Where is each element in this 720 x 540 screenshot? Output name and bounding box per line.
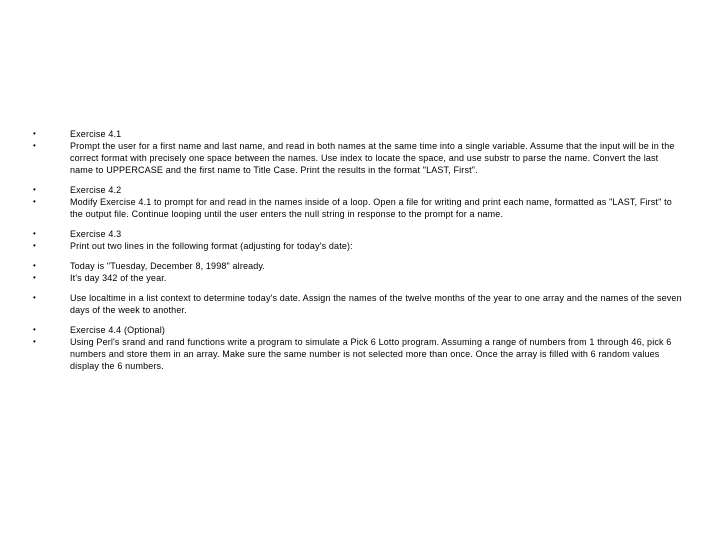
bullet-icon: •: [33, 337, 36, 346]
list-item: [33, 228, 683, 240]
bullet-icon: •: [33, 141, 36, 150]
exercise-title: Exercise 4.1: [70, 129, 122, 139]
bullet-icon: •: [33, 273, 36, 282]
list-item: [33, 128, 683, 140]
sample-output-line: It's day 342 of the year.: [70, 273, 167, 283]
localtime-hint-group: [33, 292, 683, 316]
bullet-icon: •: [33, 229, 36, 238]
list-item: [33, 324, 683, 336]
exercise-4-2-group: [33, 184, 683, 220]
list-item: [33, 196, 683, 220]
bullet-icon: •: [33, 293, 36, 302]
exercise-description: Print out two lines in the following format (adjusting for today's date):: [70, 241, 353, 251]
list-item: [33, 292, 683, 316]
list-item: [33, 240, 683, 252]
bullet-icon: •: [33, 261, 36, 270]
exercise-description: Use localtime in a list context to determine today's date. Assign the names of the twelve months of the year to one array and the names of the seven days of the week to another.: [70, 293, 682, 315]
exercise-4-3-group: [33, 228, 683, 252]
exercise-description: Modify Exercise 4.1 to prompt for and read in the names inside of a loop. Open a file for writing and print each name, formatted as "LAST, First" to the output file. Continue looping until the user enters the null string in response to the prompt for a name.: [70, 197, 672, 219]
bullet-icon: •: [33, 129, 36, 138]
exercise-title: Exercise 4.3: [70, 229, 122, 239]
exercise-description: Prompt the user for a first name and last name, and read in both names at the same time into a single variable. Assume that the input will be in the correct format with precisely one space between the names. Use index to locate the space, and use substr to parse the name. Convert the last name to UPPERCASE and the first name to Title Case. Print the results in the format "LAST, First".: [70, 141, 675, 175]
list-item: [33, 260, 683, 272]
exercise-bullet-list: [33, 128, 683, 380]
exercise-4-4-group: [33, 324, 683, 372]
sample-output-group: [33, 260, 683, 284]
bullet-icon: •: [33, 325, 36, 334]
bullet-icon: •: [33, 197, 36, 206]
bullet-icon: •: [33, 241, 36, 250]
list-item: [33, 184, 683, 196]
exercise-description: Using Perl's srand and rand functions write a program to simulate a Pick 6 Lotto program. Assuming a range of numbers from 1 through 46, pick 6 numbers and store them in an array. Make sure the same number is not selected more than once. Once the array is filled with 6 random values display the 6 numbers.: [70, 337, 672, 371]
exercise-title: Exercise 4.4 (Optional): [70, 325, 165, 335]
sample-output-line: Today is "Tuesday, December 8, 1998" already.: [70, 261, 266, 271]
list-item: [33, 140, 683, 176]
exercise-4-1-group: [33, 128, 683, 176]
bullet-icon: •: [33, 185, 36, 194]
exercise-title: Exercise 4.2: [70, 185, 122, 195]
list-item: [33, 272, 683, 284]
list-item: [33, 336, 683, 372]
